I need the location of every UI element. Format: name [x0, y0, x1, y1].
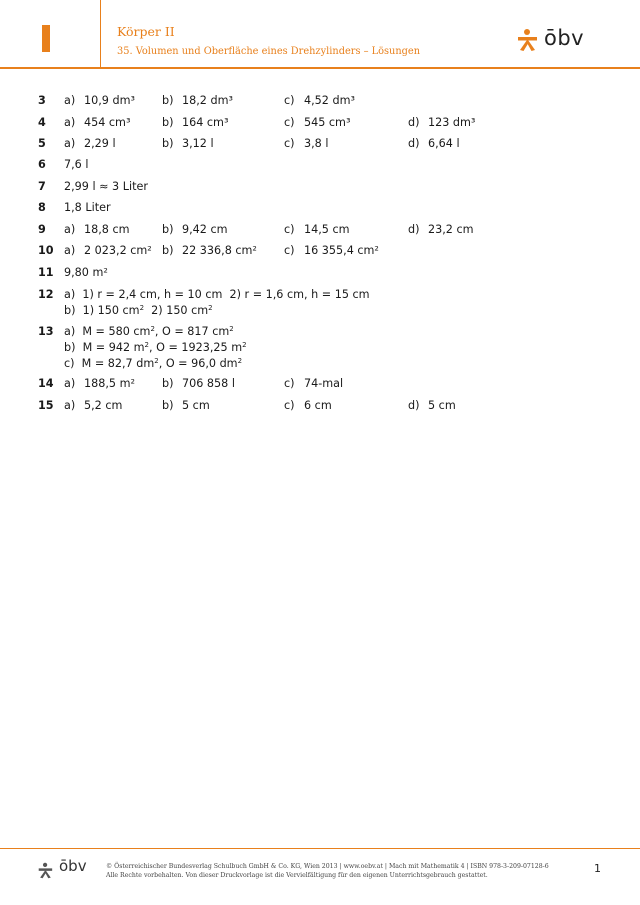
answer-value: 706 858 l	[182, 377, 235, 390]
answer-line: a) 1) r = 2,4 cm, h = 10 cm 2) r = 1,6 cm, h = 15 cm	[64, 288, 370, 301]
answer-value: 23,2 cm	[428, 223, 474, 236]
answer-row	[0, 179, 640, 195]
answer-label: c)	[284, 377, 295, 390]
answer-line: c) M = 82,7 $dm^2$, O = 96,0 $dm^2$	[64, 357, 243, 370]
answer-value: 2 023,2 cm²	[84, 244, 152, 257]
header-divider	[100, 0, 101, 67]
answer-cell	[284, 398, 332, 414]
answer-label: c)	[284, 137, 295, 150]
answer-cell	[408, 398, 456, 414]
answer-cell	[408, 136, 460, 152]
answer-cell	[284, 115, 350, 131]
footer-logo-icon	[38, 862, 55, 883]
answer-label: b)	[162, 399, 174, 412]
answer-cell	[64, 136, 116, 152]
answer-value: 18,2 dm³	[182, 94, 233, 107]
answer-cell	[64, 222, 130, 238]
answer-value: 1,8 Liter	[64, 201, 111, 214]
answer-label: b)	[162, 377, 174, 390]
answer-value: 7,6 l	[64, 158, 89, 171]
exercise-number: 7	[38, 180, 46, 193]
answer-cell	[162, 376, 235, 392]
answer-row	[0, 324, 640, 372]
answer-line: b) M = 942 $m^2$, O = 1923,25 $m^2$	[64, 341, 247, 354]
answer-label: b)	[162, 94, 174, 107]
answer-cell	[284, 93, 355, 109]
exercise-number: 10	[38, 244, 54, 257]
footer-rule	[0, 848, 640, 849]
answer-value: 5,2 cm	[84, 399, 123, 412]
answer-row	[0, 243, 640, 259]
exercise-number: 8	[38, 201, 46, 214]
exercise-number: 9	[38, 223, 46, 236]
answer-row	[0, 287, 640, 319]
answer-cell	[284, 222, 350, 238]
answer-label: d)	[408, 399, 420, 412]
answer-value: 5 cm	[428, 399, 456, 412]
exercise-number: 13	[38, 325, 54, 338]
answer-cell	[408, 222, 474, 238]
answer-value: 188,5 m²	[84, 377, 135, 390]
answer-value: 6 cm	[304, 399, 332, 412]
answer-cell	[64, 376, 135, 392]
answer-value: 74-mal	[304, 377, 344, 390]
answer-value: 123 dm³	[428, 116, 476, 129]
answer-label: b)	[162, 223, 174, 236]
answer-label: a)	[64, 137, 76, 150]
answer-value: 545 cm³	[304, 116, 351, 129]
answer-cell	[162, 398, 210, 414]
answer-value: 9,80 m²	[64, 266, 108, 279]
answer-label: c)	[284, 244, 295, 257]
header-rule	[0, 67, 640, 69]
answer-value: 9,42 cm	[182, 223, 228, 236]
answer-cell	[162, 222, 228, 238]
exercise-number: 15	[38, 399, 54, 412]
answer-label: a)	[64, 377, 76, 390]
answer-cell	[162, 93, 233, 109]
answer-label: d)	[408, 116, 420, 129]
answer-cell	[284, 136, 328, 152]
page-title: Körper II	[117, 24, 175, 39]
answer-value: 3,12 l	[182, 137, 214, 150]
answer-row	[0, 93, 640, 109]
answer-row	[0, 157, 640, 173]
page-number: 1	[594, 862, 601, 875]
answer-label: a)	[64, 223, 76, 236]
answer-label: a)	[64, 116, 76, 129]
exercise-number: 12	[38, 288, 54, 301]
answer-value: 5 cm	[182, 399, 210, 412]
answer-cell	[162, 136, 214, 152]
answer-line: a) M = 580 $cm^2$, O = 817 $cm^2$	[64, 325, 234, 338]
answer-cell	[408, 115, 475, 131]
answer-value: 454 cm³	[84, 116, 131, 129]
answer-row	[0, 265, 640, 281]
answer-row	[0, 200, 640, 216]
answer-row	[0, 398, 640, 414]
exercise-number: 4	[38, 116, 46, 129]
exercise-number: 3	[38, 94, 46, 107]
answer-value: 22 336,8 cm²	[182, 244, 257, 257]
logo-wordmark: ōbv	[544, 26, 585, 50]
answer-cell	[64, 243, 152, 259]
answer-label: c)	[284, 223, 295, 236]
answer-cell	[64, 398, 122, 414]
answer-label: c)	[284, 399, 295, 412]
footer-logo-wordmark: ōbv	[59, 857, 87, 875]
answer-label: b)	[162, 244, 174, 257]
answer-value: 164 cm³	[182, 116, 229, 129]
answer-cell	[64, 93, 135, 109]
answer-value: 2,29 l	[84, 137, 116, 150]
answer-label: c)	[284, 94, 295, 107]
answer-row	[0, 376, 640, 392]
chapter-marker	[42, 25, 50, 52]
answer-label: b)	[162, 137, 174, 150]
answer-value: 18,8 cm	[84, 223, 130, 236]
answer-row	[0, 115, 640, 131]
answer-cell	[162, 243, 257, 259]
answer-label: a)	[64, 244, 76, 257]
answer-cell	[162, 115, 228, 131]
answer-row	[0, 222, 640, 238]
answer-value: 6,64 l	[428, 137, 460, 150]
answer-value: 3,8 l	[304, 137, 329, 150]
answer-value: 10,9 dm³	[84, 94, 135, 107]
answer-label: d)	[408, 137, 420, 150]
copyright-text	[106, 862, 549, 880]
oebv-logo-icon	[517, 28, 541, 52]
answer-value: 16 355,4 cm²	[304, 244, 379, 257]
answer-label: b)	[162, 116, 174, 129]
answer-label: a)	[64, 399, 76, 412]
copyright-line: Alle Rechte vorbehalten. Von dieser Druckvorlage ist die Vervielfältigung für den eigenen Unterrichtsgebrauch gestattet.	[106, 872, 488, 879]
answer-line: b) 1) 150 $cm^2$ 2) 150 $cm^2$	[64, 304, 213, 317]
exercise-number: 14	[38, 377, 54, 390]
answer-cell	[284, 376, 343, 392]
answer-label: d)	[408, 223, 420, 236]
answer-value: 4,52 dm³	[304, 94, 355, 107]
page-subtitle: 35. Volumen und Oberfläche eines Drehzylinders – Lösungen	[117, 46, 421, 57]
answer-row	[0, 136, 640, 152]
exercise-number: 6	[38, 158, 46, 171]
answer-value: 2,99 l ≈ 3 Liter	[64, 180, 148, 193]
answer-label: a)	[64, 94, 76, 107]
answer-value: 14,5 cm	[304, 223, 350, 236]
answer-cell	[284, 243, 379, 259]
exercise-number: 11	[38, 266, 54, 279]
exercise-number: 5	[38, 137, 46, 150]
answer-label: c)	[284, 116, 295, 129]
answer-cell	[64, 115, 130, 131]
copyright-line: © Österreichischer Bundesverlag Schulbuch GmbH & Co. KG, Wien 2013 | www.oebv.at | Mach mit Mathematik 4 | ISBN 978-3-209-07128-6	[106, 863, 549, 870]
